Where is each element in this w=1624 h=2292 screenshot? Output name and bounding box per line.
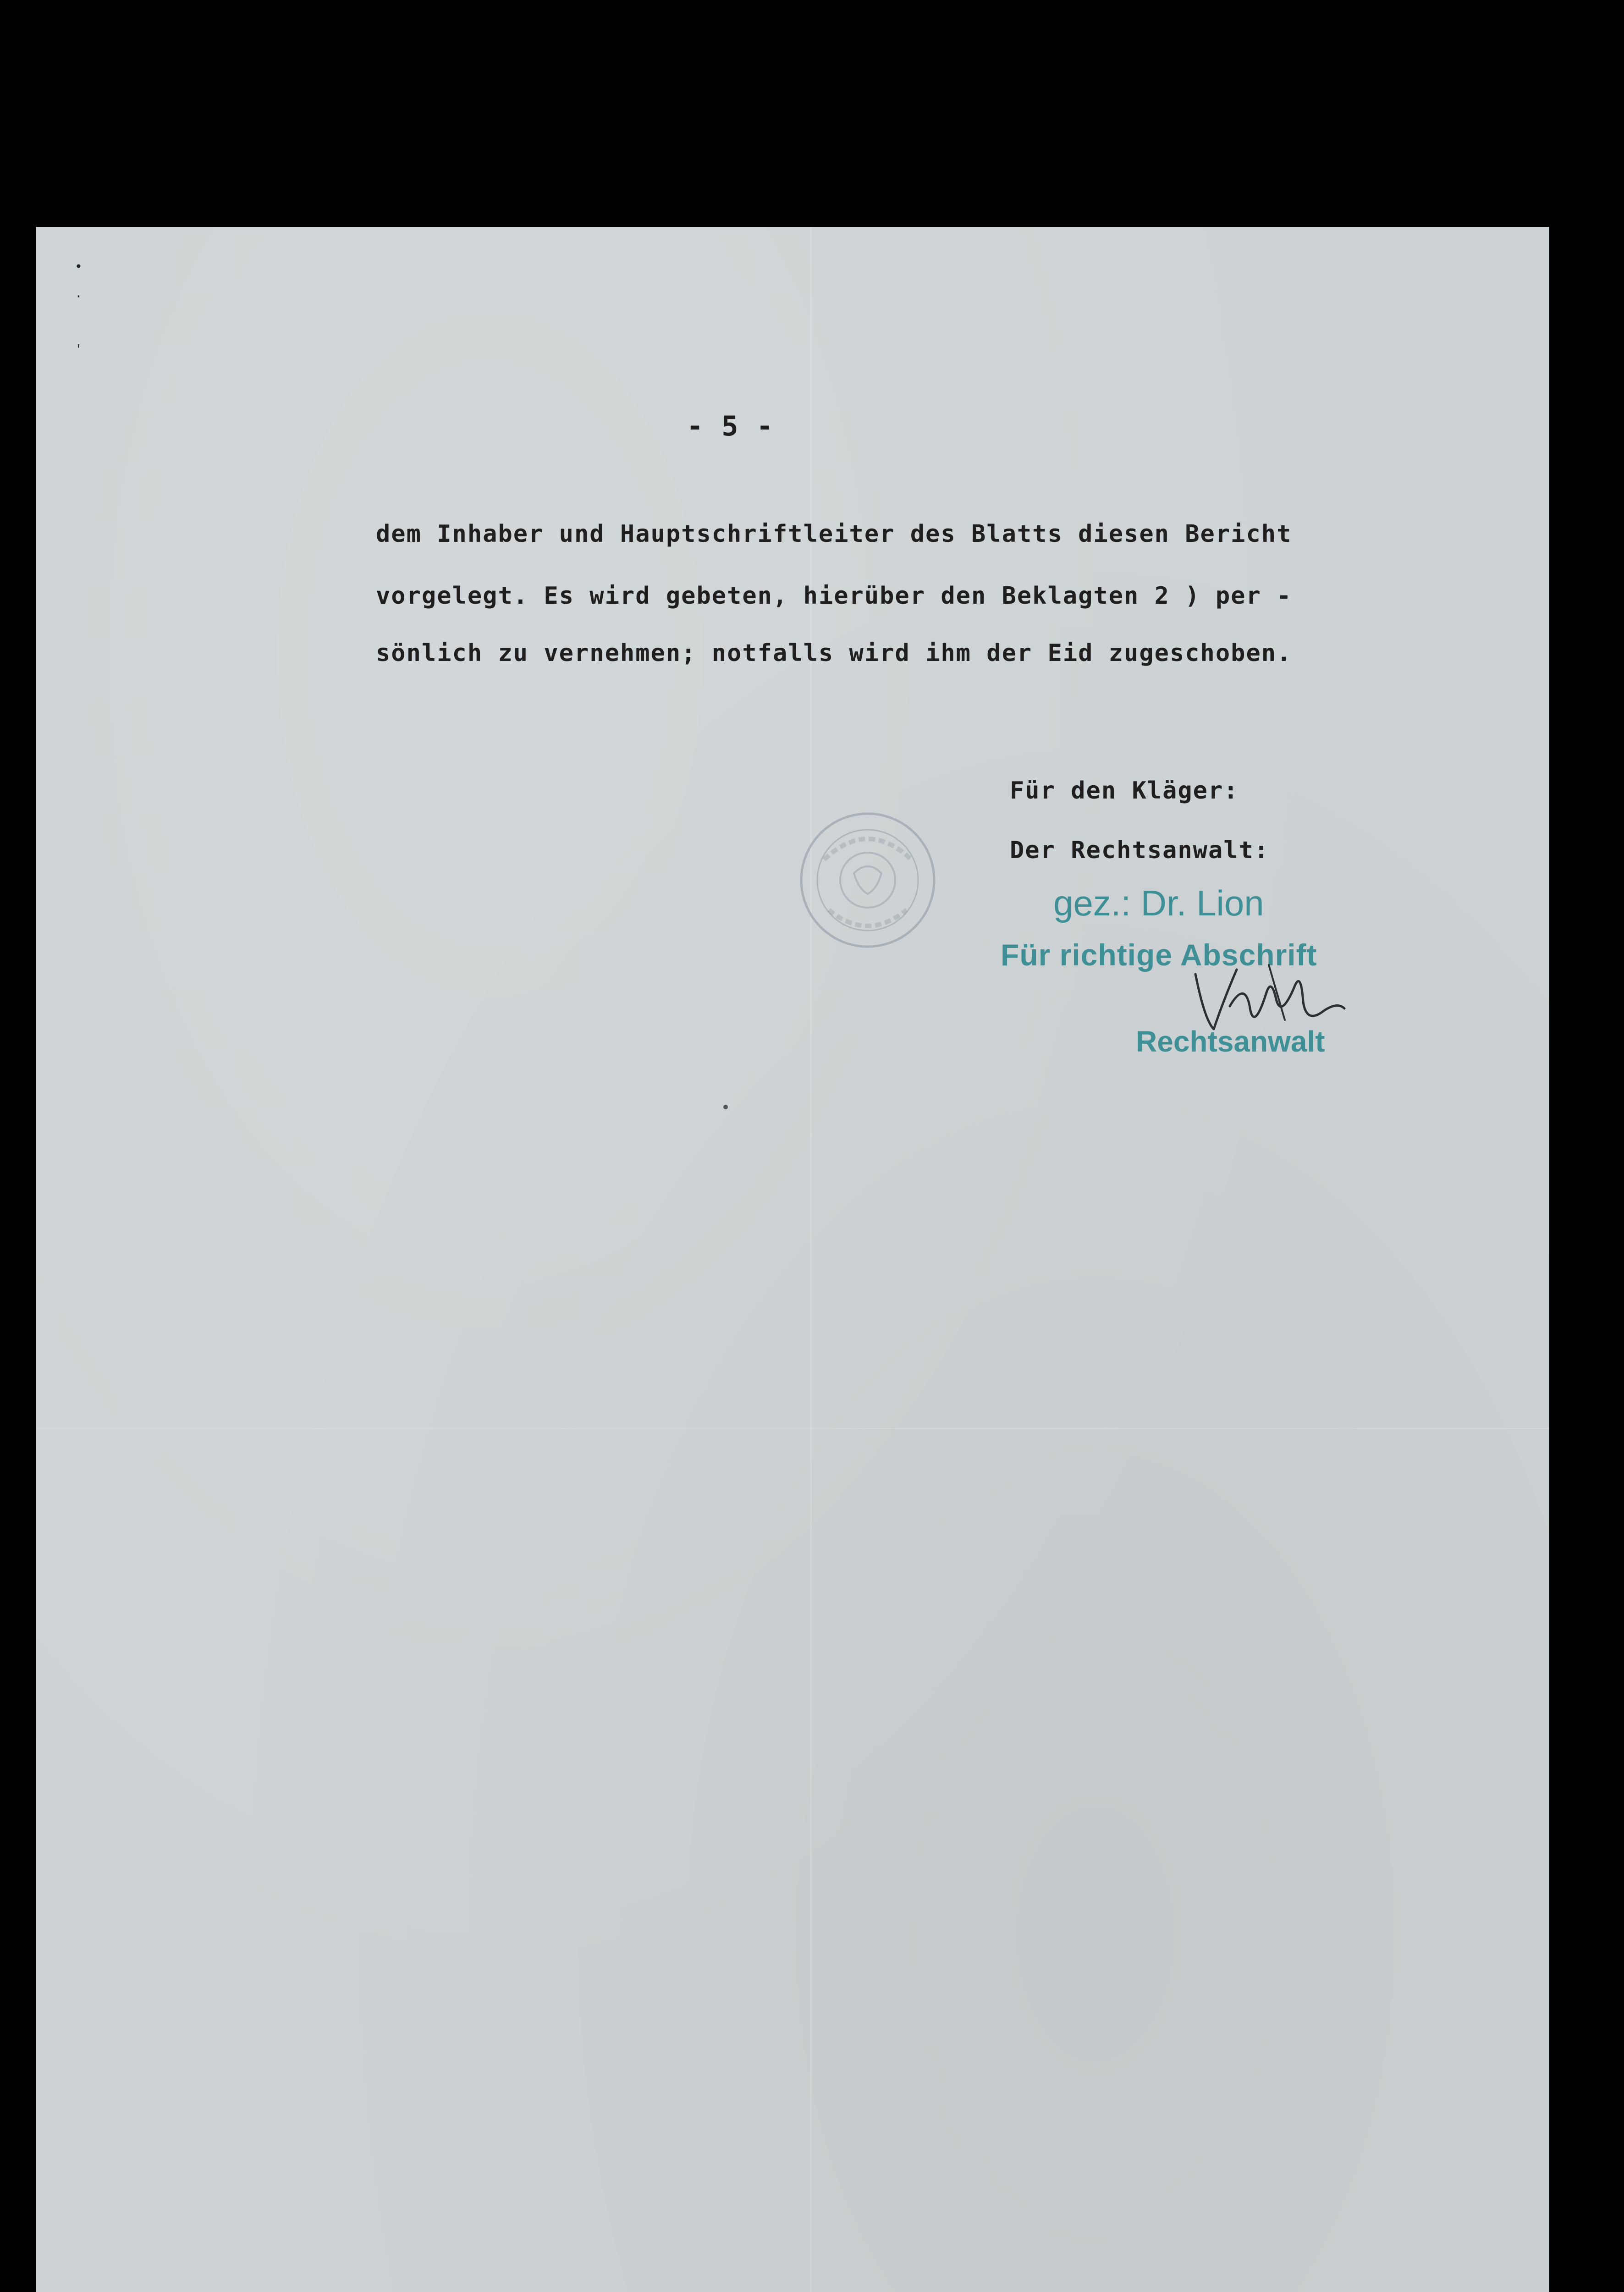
stamp-role: Rechtsanwalt	[1136, 1025, 1325, 1058]
document-page	[36, 227, 1549, 2292]
page-number: - 5 -	[687, 410, 774, 442]
official-seal-stamp	[797, 809, 939, 951]
closing-for-plaintiff: Für den Kläger:	[1010, 777, 1239, 804]
body-line: sönlich zu vernehmen; notfalls wird ihm der Eid zugeschoben.	[376, 639, 1292, 667]
edge-mark: •	[75, 259, 83, 274]
edge-mark: '	[75, 342, 83, 357]
body-line: dem Inhaber und Hauptschriftleiter des Blatts diesen Bericht	[376, 520, 1292, 548]
edge-mark: ·	[75, 289, 83, 304]
stamp-certification: Für richtige Abschrift	[1001, 938, 1317, 972]
paper-speck	[723, 1105, 728, 1109]
closing-attorney: Der Rechtsanwalt:	[1010, 837, 1270, 864]
fold-line-horizontal	[36, 1428, 1549, 1429]
body-line: vorgelegt. Es wird gebeten, hierüber den Beklagten 2 ) per -	[376, 582, 1292, 610]
stamp-signed-by: gez.: Dr. Lion	[1053, 883, 1264, 923]
